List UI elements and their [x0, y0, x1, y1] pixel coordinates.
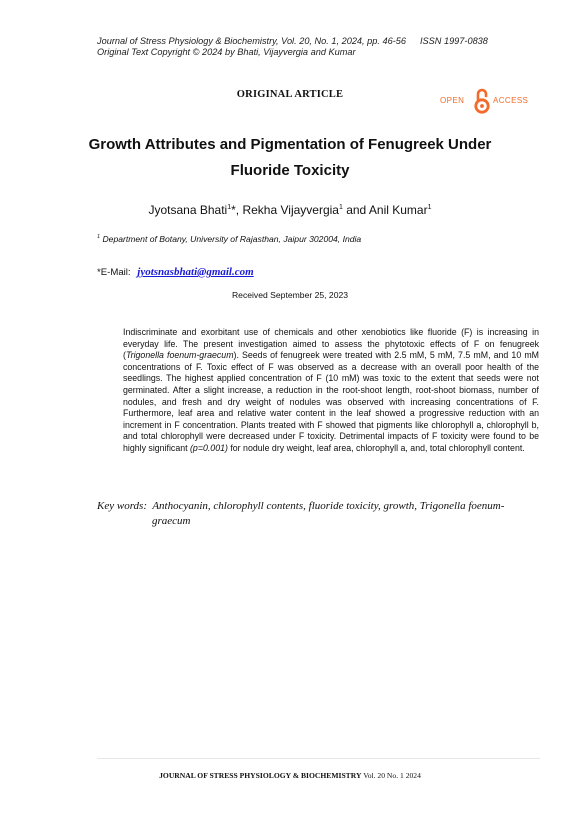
open-access-access-text: ACCESS: [493, 96, 529, 105]
abstract: [123, 327, 539, 455]
open-access-open-text: OPEN: [440, 96, 465, 105]
abstract-p-value: (p=0.001): [190, 442, 228, 453]
email-link[interactable]: jyotsnasbhati@gmail.com: [137, 266, 254, 278]
email-label: *E-Mail:: [97, 267, 131, 278]
author-affiliation-mark: 1: [427, 204, 432, 211]
abstract-text: for nodule dry weight, leaf area, chlorophyll a, and, total chlorophyll content.: [227, 442, 525, 453]
affiliation-mark: 1: [97, 234, 101, 241]
keywords-continuation: graecum: [152, 515, 191, 527]
article-title: Growth Attributes and Pigmentation of Fenugreek Under Fluoride Toxicity: [88, 136, 492, 179]
author-affiliation-mark: 1: [227, 204, 232, 211]
footer-divider: [97, 758, 540, 759]
author-name: Rekha Vijayvergia: [242, 203, 339, 217]
keywords-label: Key words:: [97, 500, 148, 512]
corresponding-author-mark: *: [231, 203, 236, 217]
footer-journal-name: JOURNAL OF STRESS PHYSIOLOGY & BIOCHEMISTRY: [159, 771, 362, 780]
author-name: Anil Kumar: [368, 203, 428, 217]
journal-citation-line: [97, 36, 488, 46]
abstract-text: ). Seeds of fenugreek were treated with 2.5 mM, 5 mM, 7.5 mM, and 10 mM concentrations of F. Toxic effect of F was observed as a decrease with an overall poor health of the seedlings. The highest applied concentration of F (10 mM) was toxic to the extent that seeds were not germinated. After a slight increase, a reduction in the root-shoot length, root-shoot biomass, number of nodules, and fresh and dry weight of nodules was observed with increasing concentrations of F. Furthermore, leaf area and relative water content in the leaf showed a progressive reduction with an increment in F concentration. Plants treated with F showed that pigments like chlorophyll a, chlorophyll b, and total chlorophyll were decreased under F toxicity. Detrimental impacts of F toxicity were found to be highly significant: [123, 350, 539, 453]
email-row: [97, 266, 254, 278]
author-name: Jyotsana Bhati: [148, 203, 228, 217]
received-date: Received September 25, 2023: [231, 290, 349, 300]
author-separator: ,: [235, 203, 243, 217]
page-footer: [0, 771, 580, 780]
open-lock-icon: [473, 88, 491, 114]
open-access-logo: [440, 88, 540, 114]
journal-citation: Journal of Stress Physiology & Biochemistry, Vol. 20, No. 1, 2024, pp. 46-56: [97, 36, 406, 46]
author-list: [0, 203, 580, 217]
affiliation: [97, 234, 361, 244]
abstract-text: Indiscriminate and exorbitant use of chemicals and other xenobiotics like fluoride (F) is increasing in everyday life. The present investigation aimed to assess the phytotoxic effects of F on fenugreek (: [123, 327, 539, 361]
keywords: [97, 499, 539, 529]
keywords-text: Anthocyanin, chlorophyll contents, fluoride toxicity, growth, Trigonella foenum-: [152, 500, 505, 512]
author-affiliation-mark: 1: [338, 204, 343, 211]
article-type-label: ORIGINAL ARTICLE: [236, 89, 344, 100]
abstract-species-name: Trigonella foenum-graecum: [125, 350, 234, 361]
affiliation-text: Department of Botany, University of Rajasthan, Jaipur 302004, India: [102, 234, 362, 244]
copyright-line: Original Text Copyright © 2024 by Bhati, Vijayvergia and Kumar: [97, 47, 356, 57]
author-separator: and: [342, 203, 369, 217]
keywords-line: [97, 499, 539, 514]
footer-volume: Vol. 20 No. 1 2024: [363, 771, 421, 780]
issn-number: ISSN 1997-0838: [419, 36, 488, 46]
